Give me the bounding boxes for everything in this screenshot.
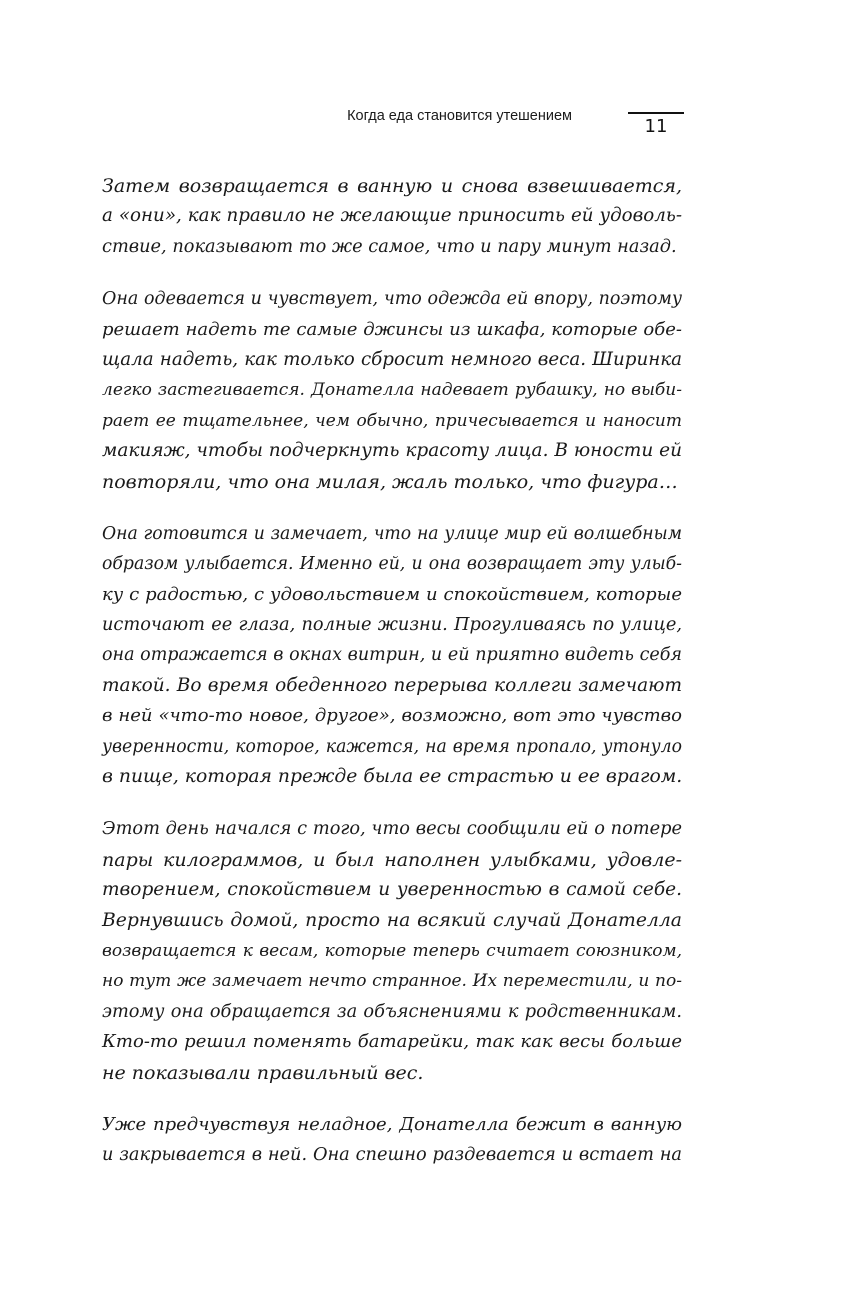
text-line: легко застегивается. Донателла надевает рубашку, но выби- [102, 380, 682, 401]
paragraph [102, 171, 682, 262]
text-line: Вернувшись домой, просто на всякий случай Донателла [102, 909, 682, 931]
paragraph [102, 284, 682, 497]
text-line: образом улыбается. Именно ей, и она возвращает эту улыб- [102, 554, 682, 575]
page-number-rule [628, 112, 684, 114]
text-line: и закрывается в ней. Она спешно раздевается и встает на [102, 1145, 682, 1166]
text-line: решает надеть те самые джинсы из шкафа, которые обе- [102, 318, 682, 340]
text-line: но тут же замечает нечто странное. Их переместили, и по- [102, 971, 682, 992]
text-line: пары килограммов, и был наполнен улыбками, удовле- [102, 848, 682, 871]
text-line: не показывали правильный вес. [102, 1061, 424, 1084]
paragraph [102, 1110, 682, 1171]
text-line: она отражается в окнах витрин, и ей приятно видеть себя [102, 645, 682, 666]
text-line: повторяли, что она милая, жаль только, что фигура… [102, 470, 678, 493]
running-title: Когда еда становится утешением [347, 108, 572, 124]
text-line: Кто-то решил поменять батарейки, так как весы больше [102, 1031, 682, 1053]
text-line: Она готовится и замечает, что на улице мир ей волшебным [102, 523, 682, 544]
text-line: рает ее тщательнее, чем обычно, причесывается и наносит [102, 410, 682, 431]
text-line: этому она обращается за объяснениями к родственникам. [102, 1001, 682, 1022]
text-line: творением, спокойствием и уверенностью в самой себе. [102, 879, 682, 901]
text-line: в ней «что-то новое, другое», возможно, вот это чувство [102, 705, 682, 727]
text-line: такой. Во время обеденного перерыва коллеги замечают [102, 674, 682, 696]
text-line: Уже предчувствуя неладное, Донателла бежит в ванную [102, 1113, 682, 1135]
text-line: источают ее глаза, полные жизни. Прогуливаясь по улице, [102, 615, 682, 636]
text-line: в пище, которая прежде была ее страстью и ее врагом. [102, 766, 683, 788]
paragraph [102, 814, 682, 1088]
text-line: макияж, чтобы подчеркнуть красоту лица. В юности ей [102, 440, 682, 462]
text-line: Затем возвращается в ванную и снова взвешивается, [102, 175, 682, 197]
text-line: Этот день начался с того, что весы сообщили ей о потере [102, 819, 682, 840]
text-line: уверенности, которое, кажется, на время пропало, утонуло [102, 736, 682, 757]
text-line: а «они», как правило не желающие приносить ей удоволь- [102, 205, 682, 227]
text-line: щала надеть, как только сбросит немного веса. Ширинка [102, 348, 682, 370]
page-number: 11 [644, 116, 668, 137]
paragraph [102, 519, 682, 793]
text-line: Она одевается и чувствует, что одежда ей впору, поэтому [102, 289, 682, 310]
text-line: ку с радостью, с удовольствием и спокойствием, которые [102, 583, 682, 605]
text-line: ствие, показывают то же самое, что и пару минут назад. [102, 236, 677, 257]
body-text [102, 171, 682, 1193]
text-line: возвращается к весам, которые теперь считает союзником, [102, 940, 682, 961]
